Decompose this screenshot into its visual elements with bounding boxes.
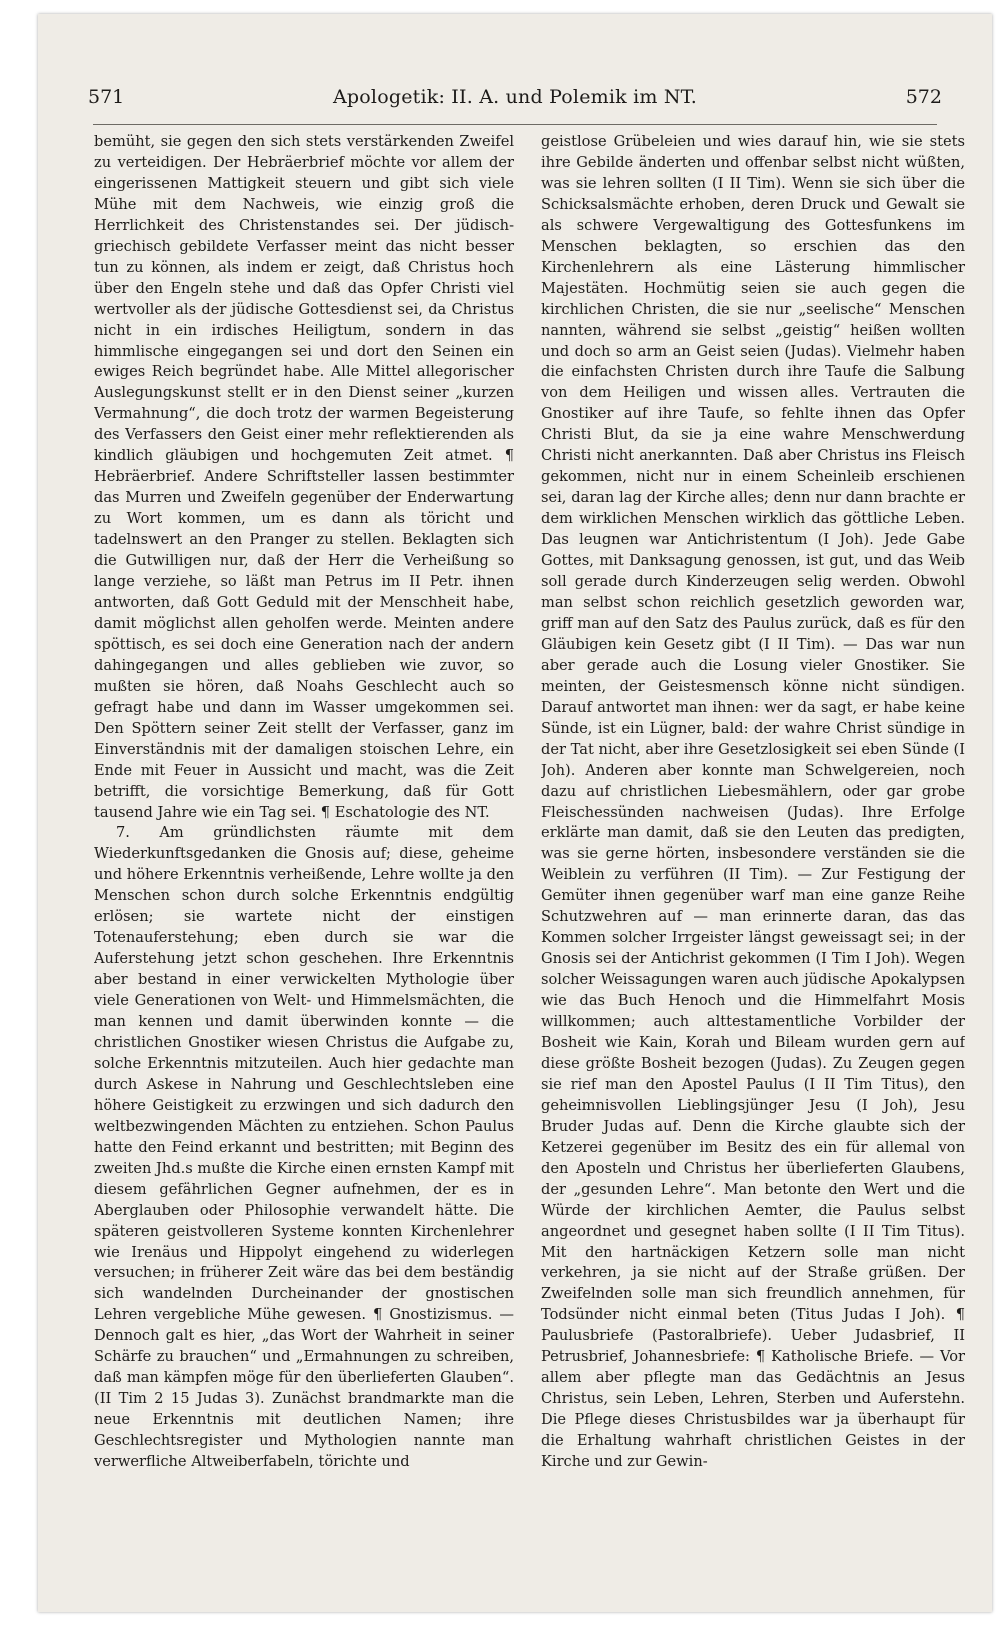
paragraph: 7. Am gründlichsten räumte mit dem Wiederkunftsgedanken die Gnosis auf; diese, geheime und höhere Erkenntnis verheißende, Lehre wollte ja den Menschen schon durch solche Erkenntnis endgültig erlösen; sie wartete nicht der einstigen Totenauferstehung; eben durch sie war die Auferstehung jetzt schon geschehen. Ihre Erkenntnis aber bestand in einer verwickelten Mythologie über viele Generationen von Welt- und Himmelsmächten, die man kennen und damit überwinden konnte — die christlichen Gnostiker wiesen Christus die Aufgabe zu, solche Erkenntnis mitzuteilen. Auch hier gedachte man durch Askese in Nahrung und Geschlechtsleben eine höhere Geistigkeit zu erzwingen und sich dadurch den weltbezwingenden Mächten zu entziehen. Schon Paulus hatte den Feind erkannt und bestritten; mit Beginn des zweiten Jhd.s mußte die Kirche einen ernsten Kampf mit diesem gefährlichen Gegner aufnehmen, der es in Aberglauben oder Philosophie verwandelt hätte. Die späteren geistvolleren Systeme konnten Kirchenlehrer wie Irenäus und Hippolyt eingehend zu widerlegen versuchen; in früherer Zeit wäre das bei dem beständig sich wandelnden Durcheinander der gnostischen Lehren vergebliche Mühe gewesen. ¶ Gnostizismus. — Dennoch galt es hier, „das Wort der Wahrheit in seiner Schärfe zu brauchen“ und „Ermahnungen zu schreiben, daß man kämpfen möge für den überlieferten Glauben“. (II Tim 2 15 Judas 3). Zunächst brandmarkte man die neue Erkenntnis mit deutlichen Namen; ihre Geschlechtsregister und Mythologien nannte man verwerfliche Altweiberfabeln, törichte und	[94, 824, 514, 1471]
book-page	[38, 14, 992, 1612]
header-rule	[93, 124, 937, 125]
page-number-right: 572	[905, 86, 942, 108]
left-column	[94, 132, 514, 1522]
paragraph: geistlose Grübeleien und wies darauf hin, wie sie stets ihre Gebilde änderten und offenbar selbst nicht wüßten, was sie lehren sollten (I II Tim). Wenn sie sich über die Schicksalsmächte erhoben, deren Druck und Gewalt sie als schwere Vergewaltigung des Gottesfunkens im Menschen beklagten, so erschien das den Kirchenlehrern als eine Lästerung himmlischer Majestäten. Hochmütig seien sie auch gegen die kirchlichen Christen, die sie nur „seelische“ Menschen nannten, während sie selbst „geistig“ heißen wollten und doch so arm an Geist seien (Judas). Vielmehr haben die einfachsten Christen durch ihre Taufe die Salbung von dem Heiligen und wissen alles. Vertrauten die Gnostiker auf ihre Taufe, so fehlte ihnen das Opfer Christi Blut, da sie ja eine wahre Menschwerdung Christi nicht anerkannten. Daß aber Christus ins Fleisch gekommen, nicht nur in einem Scheinleib erschienen sei, daran lag der Kirche alles; denn nur dann brachte er dem wirklichen Menschen wirklich das göttliche Leben. Das leugnen war Antichristentum (I Joh). Jede Gabe Gottes, mit Danksagung genossen, ist gut, und das Weib soll gerade durch Kinderzeugen selig werden. Obwohl man selbst schon reichlich gesetzlich geworden war, griff man auf den Satz des Paulus zurück, daß es für den Gläubigen kein Gesetz gibt (I II Tim). — Das war nun aber gerade auch die Losung vieler Gnostiker. Sie meinten, der Geistesmensch könne nicht sündigen. Darauf antwortet man ihnen: wer da sagt, er habe keine Sünde, ist ein Lügner, bald: der wahre Christ sündige in der Tat nicht, aber ihre Gesetzlosigkeit sei eben Sünde (I Joh). Anderen aber konnte man Schwelgereien, noch dazu auf christlichen Liebesmählern, oder gar grobe Fleischessünden nachweisen (Judas). Ihre Erfolge erklärte man damit, daß sie den Leuten das predigten, was sie gerne hörten, insbesondere verständen sie die Weiblein zu verführen (II Tim). — Zur Festigung der Gemüter ihnen gegenüber warf man eine ganze Reihe Schutzwehren auf — man erinnerte daran, das das Kommen solcher Irrgeister längst geweissagt sei; in der Gnosis sei der Antichrist gekommen (I Tim I Joh). Wegen solcher Weissagungen waren auch jüdische Apokalypsen wie das Buch Henoch und die Himmelfahrt Mosis willkommen; auch alttestamentliche Vorbilder der Bosheit wie Kain, Korah und Bileam wurden gern auf diese größte Bosheit bezogen (Judas). Zu Zeugen gegen sie rief man den Apostel Paulus (I II Tim Titus), den geheimnisvollen Lieblingsjünger Jesu (I Joh), Jesu Bruder Judas auf. Denn die Kirche glaubte sich der Ketzerei gegenüber im Besitz des ein für allemal von den Aposteln und Christus her überlieferten Glaubens, der „gesunden Lehre“. Man betonte den Wert und die Würde der kirchlichen Aemter, die Paulus selbst angeordnet und gesegnet haben sollte (I II Tim Titus). Mit den hartnäckigen Ketzern solle man nicht verkehren, ja sie nicht auf der Straße grüßen. Der Zweifelnden solle man sich freundlich annehmen, für Todsünder nicht einmal beten (Titus Judas I Joh). ¶ Paulusbriefe (Pastoralbriefe). Ueber Judasbrief, II Petrusbrief, Johannesbriefe: ¶ Katholische Briefe. — Vor allem aber pflegte man das Gedächtnis an Jesus Christus, sein Leben, Lehren, Sterben und Auferstehn. Die Pflege dieses Christusbildes war ja überhaupt für die Erhaltung wahrhaft christlichen Geistes in der Kirche und zur Gewin-	[541, 133, 965, 1471]
right-column	[541, 132, 965, 1522]
paragraph: bemüht, sie gegen den sich stets verstärkenden Zweifel zu verteidigen. Der Hebräerbrief möchte vor allem der eingerissenen Mattigkeit steuern und gibt sich viele Mühe mit dem Nachweis, wie einzig groß die Herrlichkeit des Christenstandes sei. Der jüdisch-griechisch gebildete Verfasser meint das nicht besser tun zu können, als indem er zeigt, daß Christus hoch über den Engeln stehe und daß das Opfer Christi viel wertvoller als der jüdische Gottesdienst sei, da Christus nicht in ein irdisches Heiligtum, sondern in das himmlische eingegangen sei und dort den Seinen ein ewiges Reich begründet habe. Alle Mittel allegorischer Auslegungskunst stellt er in den Dienst seiner „kurzen Vermahnung“, die doch trotz der warmen Begeisterung des Verfassers den Geist einer mehr reflektierenden als kindlich gläubigen und hochgemuten Zeit atmet. ¶ Hebräerbrief. Andere Schriftsteller lassen bestimmter das Murren und Zweifeln gegenüber der Enderwartung zu Wort kommen, um es dann als töricht und tadelnswert an den Pranger zu stellen. Beklagten sich die Gutwilligen nur, daß der Herr die Verheißung so lange verziehe, so läßt man Petrus im II Petr. ihnen antworten, daß Gott Geduld mit der Menschheit habe, damit möglichst allen geholfen werde. Meinten andere spöttisch, es sei doch eine Generation nach der andern dahingegangen und alles geblieben wie zuvor, so mußten sie hören, daß Noahs Geschlecht auch so gefragt habe und dann im Wasser umgekommen sei. Den Spöttern seiner Zeit stellt der Verfasser, ganz im Einverständnis mit der damaligen stoischen Lehre, ein Ende mit Feuer in Aussicht und macht, was die Zeit betrifft, die vorsichtige Bemerkung, daß für Gott tausend Jahre wie ein Tag sei. ¶ Eschatologie des NT.	[94, 133, 514, 821]
page-number-left: 571	[88, 86, 125, 108]
page-header	[88, 86, 942, 122]
running-title: Apologetik: II. A. und Polemik im NT.	[333, 86, 697, 108]
